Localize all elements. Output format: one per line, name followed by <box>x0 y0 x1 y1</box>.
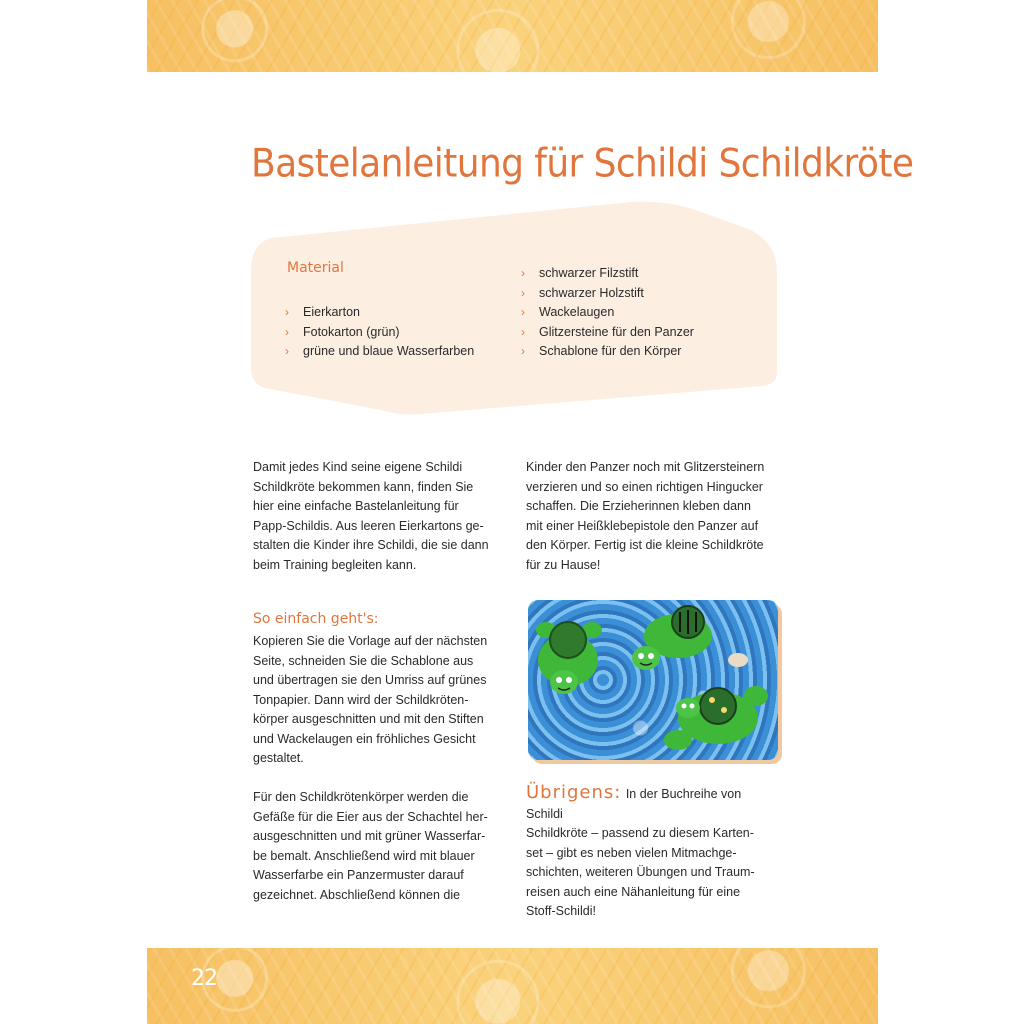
list-item <box>521 264 694 284</box>
chevron-right-icon: › <box>521 285 525 300</box>
chevron-right-icon: › <box>521 305 525 319</box>
intro-paragraph <box>253 458 503 575</box>
list-item-label: schwarzer Filzstift <box>539 266 639 280</box>
list-item <box>521 284 694 304</box>
turtle-illustration <box>528 600 778 760</box>
howto-text-1: Kopieren Sie die Vorlage auf der nächsten Seite, schneiden Sie die Schablone aus und übertragen sie den Umriss auf grünes Tonpapier. Dann wird der Schildkröten- körper ausgeschnitten und mit den Stiften und Wackelaugen ein fröhliches Gesicht gestaltet. <box>253 634 488 765</box>
list-item-label: schwarzer Holzstift <box>539 285 644 300</box>
document-page <box>147 0 914 1024</box>
chevron-right-icon: › <box>521 266 525 280</box>
seashell-decoration <box>728 653 748 667</box>
howto-text-2: Für den Schildkrötenkörper werden die Gefäße für die Eier aus der Schachtel her- ausgeschnitten und mit grüner Wasserfar- be bemalt. Anschließend wird mit blauer Wasserfarbe ein Panzermuster darauf gezeichnet. Abschließend können die <box>253 790 488 902</box>
ubrigens-lead: Übrigens: <box>526 782 622 803</box>
list-item <box>521 342 694 362</box>
list-item-label: grüne und blaue Wasserfarben <box>303 344 475 358</box>
list-item-label: Fotokarton (grün) <box>303 324 400 339</box>
material-heading: Material <box>287 260 344 276</box>
continuation-paragraph <box>526 458 776 575</box>
chevron-right-icon: › <box>285 305 289 319</box>
list-item <box>285 303 474 323</box>
turtle-figure <box>536 622 602 694</box>
page-number: 22 <box>191 966 217 991</box>
material-list-left <box>285 303 474 362</box>
material-box <box>251 200 777 416</box>
intro-text: Damit jedes Kind seine eigene Schildi Schildkröte bekommen kann, finden Sie hier eine einfache Bastelanleitung für Papp-Schildis. Aus leeren Eierkartons ge- stalten die Kinder ihre Schildi, die sie dann beim Training begleiten kann. <box>253 460 489 572</box>
chevron-right-icon: › <box>285 344 289 358</box>
continuation-text: Kinder den Panzer noch mit Glitzersteinern verzieren und so einen richtigen Hingucker schaffen. Die Erzieherinnen kleben dann mit einer Heißklebepistole den Panzer auf den Körper. Fertig ist die kleine Schildkröte für zu Hause! <box>526 460 765 572</box>
material-list-right <box>521 264 694 362</box>
chevron-right-icon: › <box>521 344 525 358</box>
turtle-craft-photo <box>528 600 778 760</box>
list-item-label: Glitzersteine für den Panzer <box>539 324 694 339</box>
chevron-right-icon: › <box>521 324 525 339</box>
howto-paragraph-1 <box>253 632 503 769</box>
list-item <box>285 323 474 343</box>
chevron-right-icon: › <box>285 324 289 339</box>
list-item <box>521 323 694 343</box>
list-item <box>521 303 694 323</box>
bottom-decorative-band <box>147 948 878 1024</box>
list-item-label: Wackelaugen <box>539 305 615 319</box>
list-item-label: Eierkarton <box>303 305 360 319</box>
ubrigens-section <box>526 782 778 922</box>
list-item-label: Schablone für den Körper <box>539 344 682 358</box>
page-title: Bastelanleitung für Schildi Schildkröte <box>251 142 914 187</box>
turtle-figure <box>664 686 768 750</box>
list-item <box>285 342 474 362</box>
turtle-figure <box>632 606 712 670</box>
top-decorative-band <box>147 0 878 72</box>
ubrigens-text: In der Buchreihe von Schildi Schildkröte – passend zu diesem Karten- set – gibt es neben vielen Mitmachge- schichten, weiteren Übungen und Traum- reisen auch eine Nähanleitung für eine Stoff-Schildi! <box>526 787 755 918</box>
howto-heading: So einfach geht's: <box>253 611 379 627</box>
howto-paragraph-2 <box>253 788 503 905</box>
